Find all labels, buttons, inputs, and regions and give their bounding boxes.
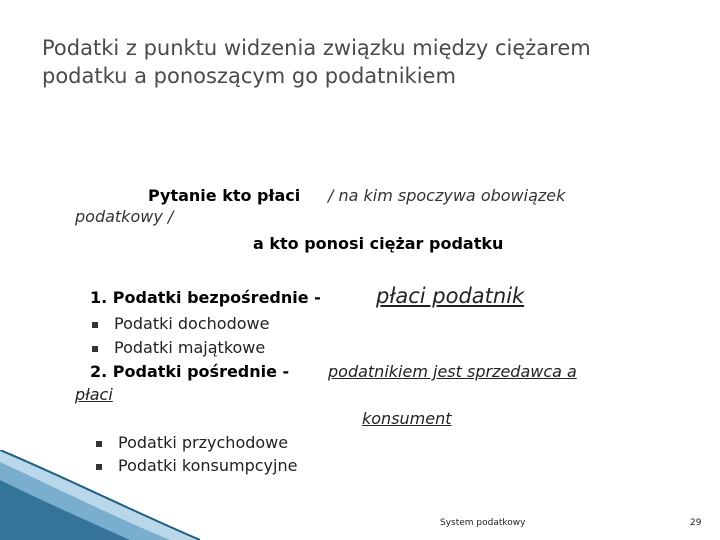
bullet-text: Podatki przychodowe [118,433,289,452]
bullet-text: Podatki majątkowe [114,338,266,357]
bullet-square-icon [92,346,98,352]
corner-swoosh-decoration [0,450,200,540]
indirect-taxes-answer-3: konsument [362,409,452,428]
list-item [92,338,265,357]
footer-title: System podatkowy [440,518,526,528]
question-line-1: Pytanie kto płaci [148,186,301,205]
page-number: 29 [690,518,702,528]
bullet-square-icon [92,322,98,328]
bullet-text: Podatki konsumpcyjne [118,456,298,475]
question-line-1-continued: podatkowy / [75,207,174,226]
question-line-1-italic: / na kim spoczywa obowiązek [328,186,566,205]
question-line-2: a kto ponosi ciężar podatku [253,234,504,253]
direct-taxes-answer: płaci podatnik [376,284,525,308]
indirect-taxes-answer-2: płaci [75,385,113,404]
direct-taxes-heading: 1. Podatki bezpośrednie - [90,288,321,307]
bullet-text: Podatki dochodowe [114,314,270,333]
indirect-taxes-heading: 2. Podatki pośrednie - [90,362,290,381]
slide-title: Podatki z punktu widzenia związku między ciężarem podatku a ponoszącym go podatnikiem [42,36,591,88]
bullet-square-icon [96,441,102,447]
indirect-taxes-answer-1: podatnikiem jest sprzedawca a [328,362,577,381]
list-item [92,314,269,333]
